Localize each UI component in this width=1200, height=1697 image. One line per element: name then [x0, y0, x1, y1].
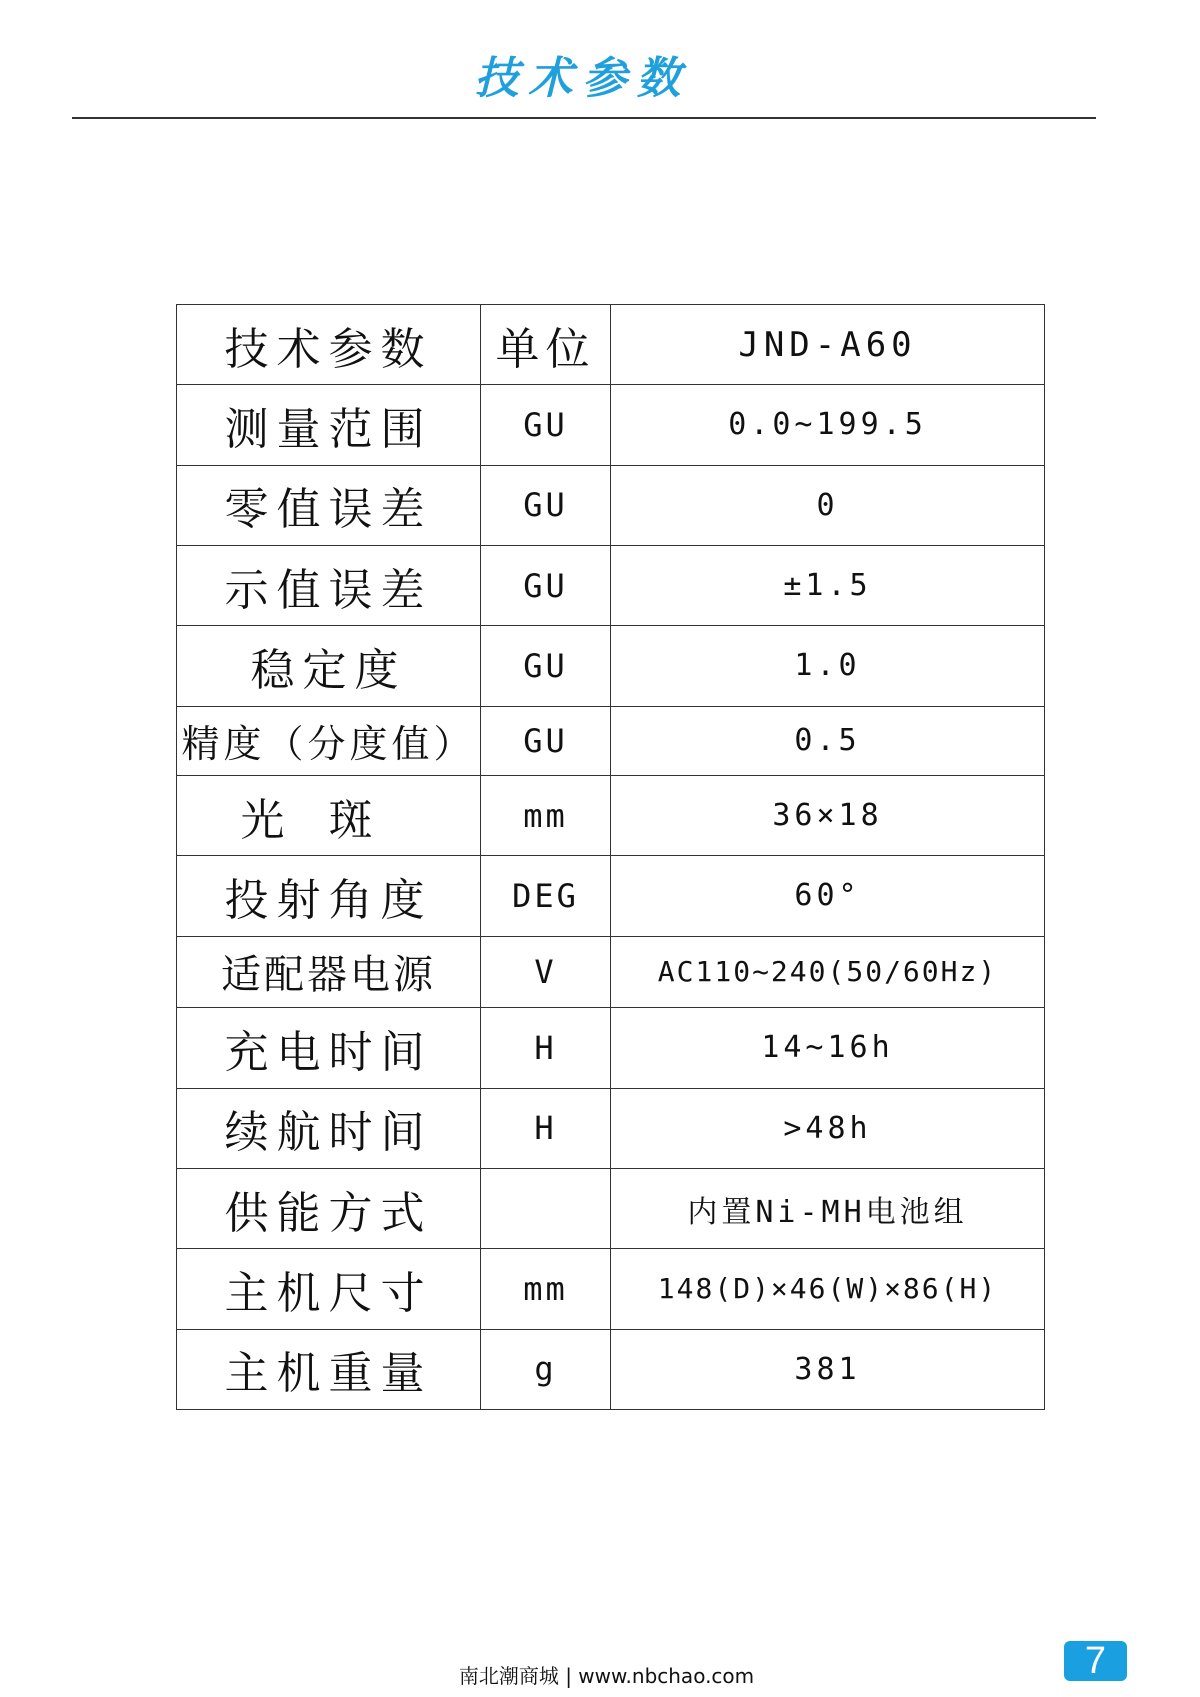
param-value: 0.0~199.5	[611, 385, 1045, 465]
param-unit: g	[481, 1329, 611, 1410]
column-header-param: 技术参数	[177, 305, 481, 385]
param-unit: H	[481, 1088, 611, 1168]
param-unit: V	[481, 936, 611, 1008]
param-name: 光斑	[177, 775, 481, 855]
param-value: 14~16h	[611, 1008, 1045, 1088]
param-unit: GU	[481, 706, 611, 775]
param-value: 381	[611, 1329, 1045, 1410]
param-unit: GU	[481, 465, 611, 545]
param-name: 零值误差	[177, 465, 481, 545]
param-unit: GU	[481, 545, 611, 625]
param-name: 适配器电源	[177, 936, 481, 1008]
param-value: 148(D)×46(W)×86(H)	[611, 1249, 1045, 1329]
param-value: >48h	[611, 1088, 1045, 1168]
table-row	[177, 545, 1045, 625]
title-divider	[72, 117, 1096, 119]
page-title: 技术参数	[474, 53, 691, 104]
table-header-row	[177, 305, 1045, 385]
page-number-badge: 7	[1064, 1641, 1127, 1681]
param-unit: GU	[481, 626, 611, 706]
param-value: 0	[611, 465, 1045, 545]
param-unit: GU	[481, 385, 611, 465]
param-unit: DEG	[481, 856, 611, 936]
param-unit	[481, 1168, 611, 1248]
param-value: 内置Ni-MH电池组	[611, 1168, 1045, 1248]
param-name: 示值误差	[177, 545, 481, 625]
param-name: 主机尺寸	[177, 1249, 481, 1329]
param-name: 主机重量	[177, 1329, 481, 1410]
param-value: ±1.5	[611, 545, 1045, 625]
param-name: 稳定度	[177, 626, 481, 706]
spec-table	[176, 304, 1045, 1410]
table-row	[177, 385, 1045, 465]
param-unit: H	[481, 1008, 611, 1088]
table-row	[177, 706, 1045, 775]
param-value: 1.0	[611, 626, 1045, 706]
table-row	[177, 1168, 1045, 1248]
column-header-unit: 单位	[481, 305, 611, 385]
param-name: 充电时间	[177, 1008, 481, 1088]
table-row	[177, 465, 1045, 545]
table-row	[177, 856, 1045, 936]
param-name: 投射角度	[177, 856, 481, 936]
table-row	[177, 936, 1045, 1008]
table-row	[177, 1008, 1045, 1088]
table-row	[177, 775, 1045, 855]
param-name: 续航时间	[177, 1088, 481, 1168]
param-name: 供能方式	[177, 1168, 481, 1248]
table-row	[177, 1249, 1045, 1329]
column-header-model: JND-A60	[611, 305, 1045, 385]
param-value: 60°	[611, 856, 1045, 936]
param-value: AC110~240(50/60Hz)	[611, 936, 1045, 1008]
table-row	[177, 1088, 1045, 1168]
footer-site-label: 南北潮商城 | www.nbchao.com	[458, 1664, 755, 1688]
param-name: 测量范围	[177, 385, 481, 465]
param-value: 0.5	[611, 706, 1045, 775]
table-row	[177, 1329, 1045, 1410]
param-unit: mm	[481, 1249, 611, 1329]
param-name: 精度（分度值）	[177, 706, 481, 775]
param-value: 36×18	[611, 775, 1045, 855]
param-unit: mm	[481, 775, 611, 855]
table-row	[177, 626, 1045, 706]
